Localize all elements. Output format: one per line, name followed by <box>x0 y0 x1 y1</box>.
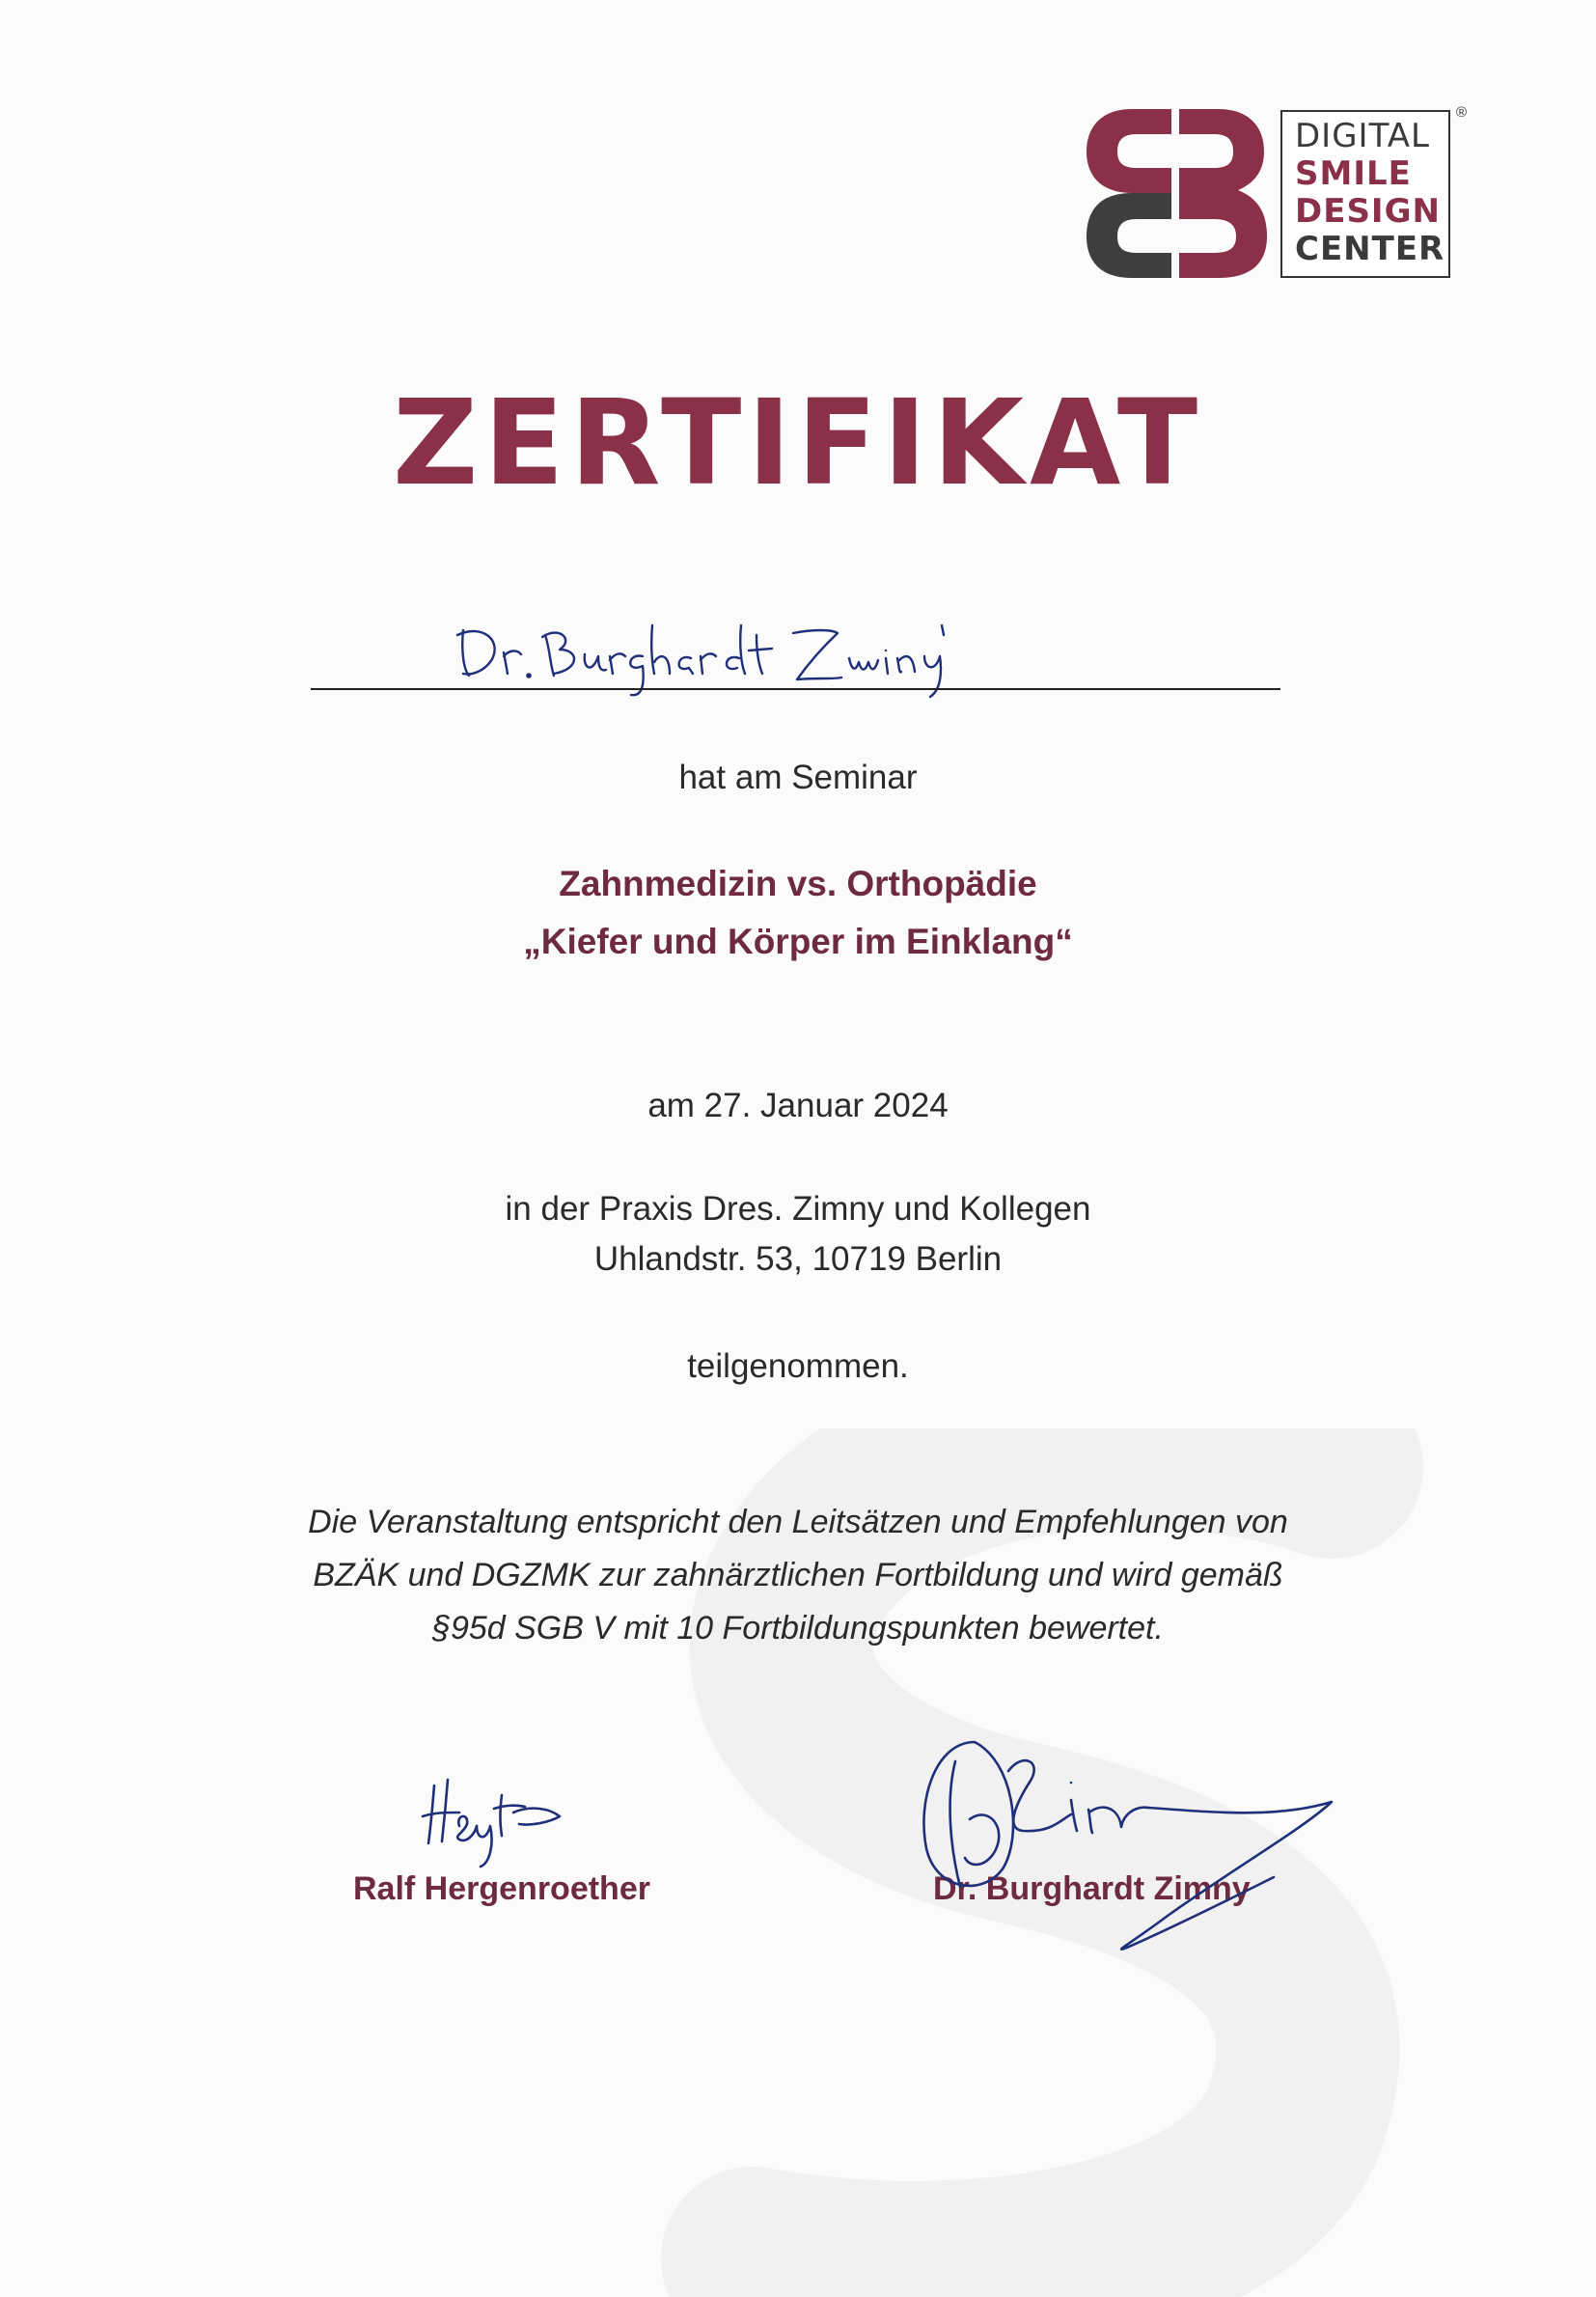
seminar-location <box>0 1184 1596 1285</box>
logo-text-design: DESIGN <box>1295 192 1441 231</box>
seminar-title <box>0 855 1596 971</box>
seminar-title-line-1: Zahnmedizin vs. Orthopädie <box>559 864 1037 903</box>
certificate-title: ZERTIFIKAT <box>392 374 1204 512</box>
signature-zimny <box>917 1723 1351 1974</box>
logo-wordmark <box>1280 110 1450 278</box>
registered-mark: ® <box>1456 104 1468 121</box>
signatory-name-2: Dr. Burghardt Zimny <box>933 1870 1251 1907</box>
recipient-name-line <box>311 688 1280 690</box>
participation-text: teilgenommen. <box>687 1347 909 1385</box>
logo-icon <box>1079 101 1272 285</box>
accreditation-line-3: §95d SGB V mit 10 Fortbildungspunkten bewertet. <box>432 1610 1164 1647</box>
signatory-name-1: Ralf Hergenroether <box>353 1870 650 1907</box>
location-line-2: Uhlandstr. 53, 10719 Berlin <box>593 1240 1003 1278</box>
location-line-1: in der Praxis Dres. Zimny und Kollegen <box>505 1190 1091 1228</box>
seminar-title-line-2: „Kiefer und Körper im Einklang“ <box>523 922 1073 961</box>
handwritten-recipient-name <box>454 596 1032 703</box>
logo-text-center: CENTER <box>1295 230 1445 268</box>
logo-text-smile: SMILE <box>1295 154 1412 193</box>
accreditation-line-1: Die Veranstaltung entspricht den Leitsätzen und Empfehlungen von <box>308 1504 1288 1540</box>
accreditation-statement <box>0 1496 1596 1655</box>
seminar-date: am 27. Januar 2024 <box>647 1087 949 1124</box>
logo-text-digital: DIGITAL <box>1295 117 1430 155</box>
intro-text: hat am Seminar <box>678 759 918 796</box>
signature-hergenroether <box>405 1766 598 1872</box>
accreditation-line-2: BZÄK und DGZMK zur zahnärztlichen Fortbildung und wird gemäß <box>313 1557 1283 1593</box>
